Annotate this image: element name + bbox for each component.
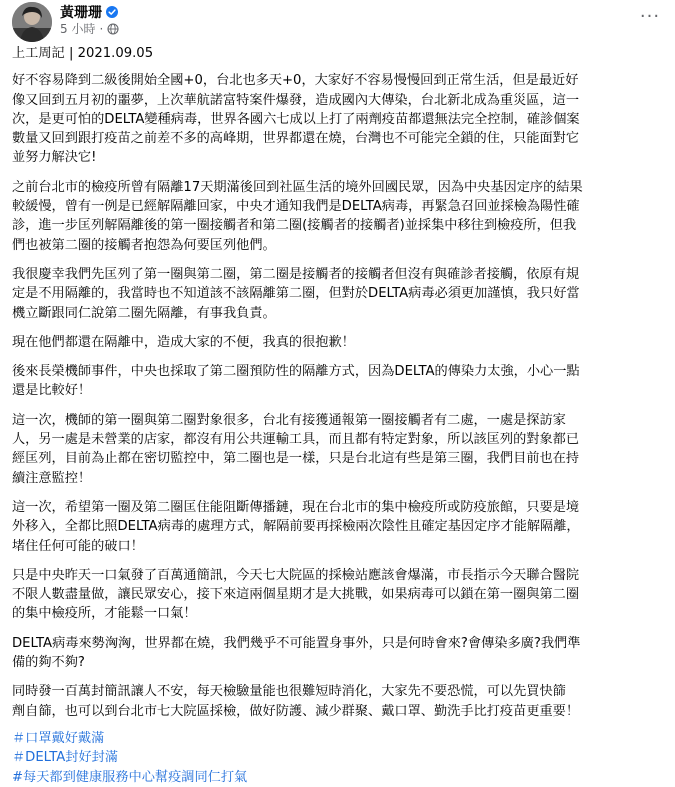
post-paragraph: 只是中央昨天一口氣發了百萬通簡訊，今天七大院區的採檢站應該會爆滿，市長指示今天聯合醫院 不限人數盡量做，讓民眾安心，接下來這兩個星期才是大挑戰，如果病毒可以鎖在第一圈與第二圈 的集中檢疫所，才能鬆一口氣！ — [12, 567, 580, 622]
avatar-photo-icon — [12, 2, 52, 42]
hashtag-link[interactable]: ＃口罩戴好戴滿 — [12, 730, 105, 746]
post-body — [12, 44, 662, 787]
post-meta — [60, 20, 119, 37]
meta-separator: · — [99, 21, 104, 36]
post-paragraph: 好不容易降到二級後開始全國+0，台北也多天+0，大家好不容易慢慢回到正常生活，但是最近好 像又回到五月初的噩夢，上次華航諾富特案件爆發，造成國內大傳染，台北新北成為重災區，這一 次，是更可怕的DELTA變種病毒，世界各國六七成以上打了兩劑疫苗都還無法完全控制，確診個案 數量又回到跟打疫苗之前差不多的高峰期，世界都還在燒，台灣也不可能完全鎖的住，只能面對它 並努力解決它! — [12, 73, 580, 166]
more-options-icon[interactable]: ··· — [639, 5, 661, 27]
post-paragraph: 同時發一百萬封簡訊讓人不安，每天檢驗量能也很難短時消化，大家先不要恐慌，可以先買快篩 劑自篩，也可以到台北市七大院區採檢，做好防護、減少群聚、戴口罩、勤洗手比打疫苗更重要！ — [12, 684, 580, 719]
post-header — [0, 0, 675, 40]
globe-icon[interactable] — [107, 23, 119, 35]
post-paragraph: 後來長榮機師事件，中央也採取了第二圈預防性的隔離方式，因為DELTA的傳染力太強，小心一點 還是比較好！ — [12, 364, 580, 399]
post-paragraph: 我很慶幸我們先匡列了第一圈與第二圈，第二圈是接觸者的接觸者但沒有與確診者接觸，依原有規 定是不用隔離的，我當時也不知道該不該隔離第二圈，但對於DELTA病毒必須更加謹慎，我只好當 機立斷跟同仁說第二圈先隔離，有事我負責。 — [12, 266, 580, 321]
post-paragraph: DELTA病毒來勢洶洶，世界都在燒，我們幾乎不可能置身事外，只是何時會來?會傳染多廣?我們準 備的夠不夠? — [12, 635, 581, 671]
post-paragraph: 這一次，希望第一圈及第二圈匡住能阻斷傳播鏈，現在台北市的集中檢疫所或防疫旅館，只要是境 外移入，全都比照DELTA病毒的處理方式，解隔前要再採檢兩次陰性且確定基因定序才能解隔離， 堵住任何可能的破口！ — [12, 499, 580, 554]
post-paragraph: 之前台北市的檢疫所曾有隔離17天期滿後回到社區生活的境外回國民眾，因為中央基因定序的結果 較緩慢，曾有一例是已經解隔離回家，中央才通知我們是DELTA病毒，再緊急召回並採檢為陽性確 診，進一步匡列解隔離後的第一圈接觸者和第二圈(接觸者的接觸者)並採集中移往到檢疫所，但我 們也被第二圈的接觸者抱怨為何要匡列他們。 — [12, 179, 583, 253]
post-time[interactable]: 5 小時 — [60, 22, 96, 36]
verified-badge-icon — [106, 6, 118, 18]
author-name[interactable]: 黃珊珊 — [60, 5, 102, 21]
author-name-row — [60, 2, 118, 22]
post-paragraph: 這一次，機師的第一圈與第二圈對象很多，台北有接獲通報第一圈接觸者有二處，一處是探訪家 人，另一處是未營業的店家，都沒有用公共運輸工具，而且都有特定對象，所以該匡列的對象都已 經匡列，目前為止都在密切監控中，第二圈也是一樣，只是台北這有些是第三圈，我們目前也在持 續注意監控！ — [12, 412, 580, 486]
hashtag-link[interactable]: ＃DELTA封好封滿 — [12, 750, 119, 766]
hashtag-list — [12, 729, 662, 787]
hashtag-link[interactable]: #每天都到健康服務中心幫疫調同仁打氣 — [12, 769, 248, 785]
post-title: 上工周記 | 2021.09.05 — [12, 46, 154, 61]
author-avatar[interactable] — [12, 2, 52, 42]
post-paragraph: 現在他們都還在隔離中，造成大家的不便，我真的很抱歉！ — [12, 334, 355, 350]
